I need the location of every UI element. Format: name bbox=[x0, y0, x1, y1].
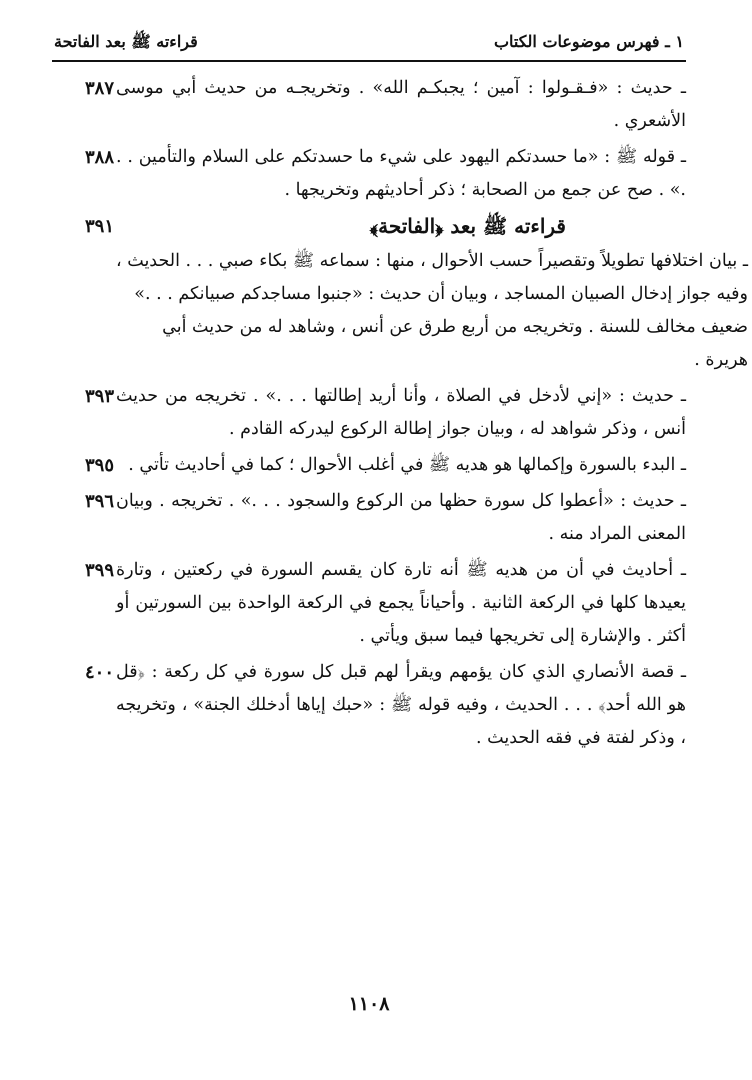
entry-page-number: ٣٩٥ bbox=[84, 455, 114, 476]
index-entry bbox=[52, 554, 686, 653]
header-chapter-title: ١ ـ فهرس موضوعات الكتاب bbox=[493, 32, 684, 51]
page bbox=[52, 28, 748, 1048]
entry-text: ـ أحاديث في أن من هديه ﷺ أنه تارة كان يقسم السورة في ركعتين ، وتارة يعيدها كلها في الركعة الثانية . وأحياناً يجمع في الركعة الواحدة بين السورتين أو أكثر . والإشارة إلى تخريجها فيما سبق ويأتي . bbox=[116, 560, 686, 646]
index-entry bbox=[52, 72, 686, 138]
entry-page-number: ٤٠٠ bbox=[84, 662, 114, 683]
index-entry bbox=[52, 380, 686, 446]
running-header bbox=[52, 28, 686, 58]
entry-page-number: ٣٨٧ bbox=[84, 78, 114, 99]
entry-text: ـ حديث : «فـقـولوا : آمين ؛ يجبكـم الله» . وتخريجـه من حديث أبي موسى الأشعري . bbox=[116, 78, 686, 131]
index-entries bbox=[52, 72, 748, 755]
section-entry-text: ـ بيان اختلافها تطويلاً وتقصيراً حسب الأحوال ، منها : سماعه ﷺ بكاء صبي . . . الحديث ، وفيه جواز إدخال الصبيان المساجد ، وبيان أن حديث : «جنبوا مساجدكم صبيانكم . . .» ضعيف مخالف للسنة . وتخريجه من أربع طرق عن أنس ، وشاهد له من حديث أبي هريرة . bbox=[116, 251, 748, 370]
entry-page-number: ٣٩٦ bbox=[84, 491, 114, 512]
entry-text: ـ قصة الأنصاري الذي كان يؤمهم ويقرأ لهم قبل كل سورة في كل ركعة : ﴿قل هو الله أحد﴾ . . . الحديث ، وفيه قوله ﷺ : «حبك إياها أدخلك الجنة» ، وتخريجه ، وذكر لفتة في فقه الحديث . bbox=[116, 662, 686, 748]
header-section-title: قراءته ﷺ بعد الفاتحة bbox=[54, 32, 198, 51]
entry-text bbox=[116, 210, 748, 377]
index-entry bbox=[52, 656, 686, 755]
entry-text: ـ قوله ﷺ : «ما حسدتكم اليهود على شيء ما حسدتكم على السلام والتأمين . . .» . صح عن جمع من الصحابة ؛ ذكر أحاديثهم وتخريجها . bbox=[116, 147, 686, 200]
index-entry bbox=[52, 485, 686, 551]
entry-page-number: ٣٩٣ bbox=[84, 386, 114, 407]
page-folio-number: ١١٠٨ bbox=[348, 993, 390, 1015]
entry-page-number: ٣٩٩ bbox=[84, 560, 114, 581]
entry-text: ـ حديث : «أعطوا كل سورة حظها من الركوع والسجود . . .» . تخريجه . وبيان المعنى المراد منه . bbox=[116, 491, 686, 544]
index-entry bbox=[52, 141, 686, 207]
index-entry bbox=[52, 449, 686, 482]
entry-text: ـ حديث : «إني لأدخل في الصلاة ، وأنا أريد إطالتها . . .» . تخريجه من حديث أنس ، وذكر شواهد له ، وبيان جواز إطالة الركوع ليدركه القادم . bbox=[116, 386, 686, 439]
header-rule bbox=[52, 60, 686, 62]
entry-page-number: ٣٨٨ bbox=[84, 147, 114, 168]
index-entry-section bbox=[52, 210, 748, 377]
entry-page-number: ٣٩١ bbox=[84, 216, 114, 237]
section-heading: قراءته ﷺ بعد ﴿الفاتحة﴾ bbox=[369, 214, 566, 238]
entry-text: ـ البدء بالسورة وإكمالها هو هديه ﷺ في أغلب الأحوال ؛ كما في أحاديث تأتي . bbox=[128, 455, 686, 475]
